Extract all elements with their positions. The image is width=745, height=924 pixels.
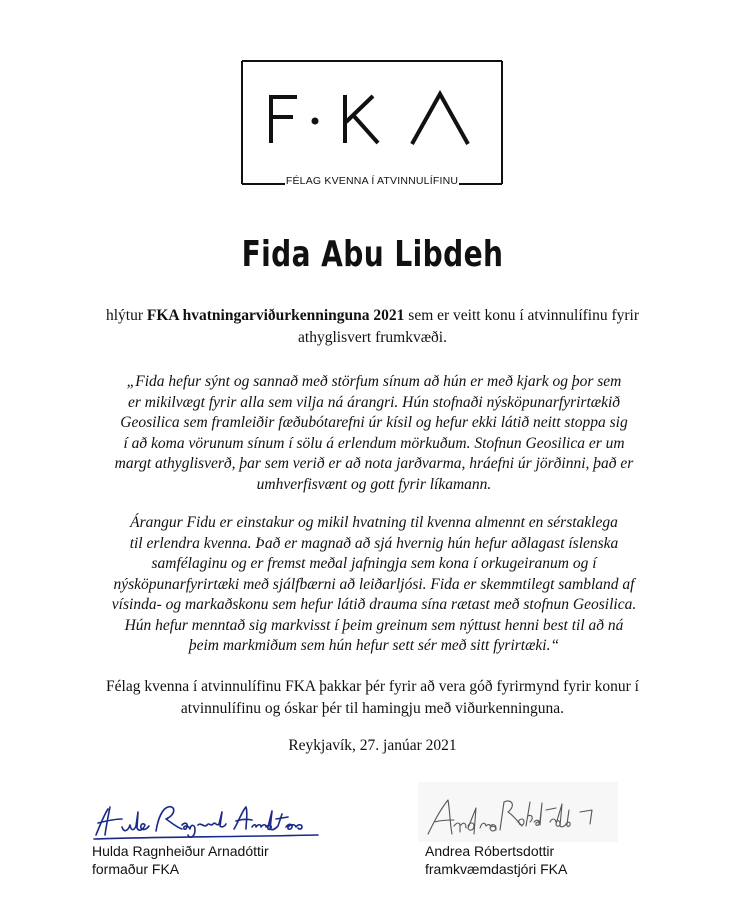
signer-name: Andrea Róbertsdottir <box>425 843 555 859</box>
quote-line: vísinda- og markaðskonu sem hefur látið drauma sína rætast með stofnun Geosilica. <box>111 596 637 613</box>
logo-letter-k <box>345 95 378 143</box>
signer-role: framkvæmdastjóri FKA <box>425 861 568 877</box>
signature-andrea <box>418 782 618 842</box>
logo-subtitle: FÉLAG KVENNA Í ATVINNULÍFINU <box>285 175 459 187</box>
quote-line: Geosilica sem framleiðir fæðubótarefni úr kísil og hefur ekki látið neitt stoppa sig <box>120 414 628 431</box>
recipient-name: Fida Abu Libdeh <box>241 234 504 275</box>
quote-line: í að koma vörunum sínum í sölu á erlendum mörkuðum. Stofnun Geosilica er um <box>123 434 625 452</box>
closing-line: Félag kvenna í atvinnulífinu FKA þakkar þér fyrir að vera góð fyrirmynd fyrir konur í <box>106 678 639 695</box>
closing-line: atvinnulífinu og óskar þér til hamingju með viðurkenninguna. <box>180 700 565 717</box>
signer-andrea <box>425 842 567 878</box>
quote-line: nýsköpunarfyrirtæki með sjálfbærni að leiðarljósi. Fida er skemmtilegt sambland af <box>113 575 635 593</box>
signer-role: formaður FKA <box>92 861 180 877</box>
award-intro <box>100 305 645 349</box>
quote-line: margt athyglisverð, þar sem verið er að nota jarðvarma, hráefni úr jörðinni, það er <box>114 455 634 472</box>
fka-logo <box>241 60 503 186</box>
quote-paragraph-2 <box>96 513 652 657</box>
signer-name: Hulda Ragnheiður Arnadóttir <box>92 843 269 859</box>
closing-paragraph <box>80 676 665 720</box>
quote-line: umhverfisvænt og gott fyrir líkamann. <box>256 475 492 493</box>
quote-line: þeim markmiðum sem hún hefur sett sér með sitt fyrirtæki.“ <box>188 637 560 654</box>
intro-prefix: hlýtur <box>105 307 147 324</box>
logo-frame <box>241 60 503 186</box>
logo-letter-a <box>412 94 468 144</box>
signer-hulda <box>92 842 269 878</box>
signature-drawing-right <box>418 782 618 842</box>
signature-hulda <box>86 797 336 842</box>
award-title: FKA hvatningarviðurkenninguna 2021 <box>146 307 405 324</box>
intro-suffix: sem er veitt konu í atvinnulífinu fyrir athyglisvert frumkvæði. <box>298 307 640 346</box>
quote-line: Árangur Fidu er einstakur og mikil hvatning til kvenna almennt en sérstaklega <box>130 514 618 531</box>
signature-drawing-left <box>86 797 336 842</box>
logo-letter-f <box>269 95 297 143</box>
quote-line: Hún hefur menntað sig markvisst í þeim greinum sem nýttust henni best til að ná <box>124 616 624 634</box>
date-line: Reykjavík, 27. janúar 2021 <box>288 737 457 754</box>
quote-line: til erlendra kvenna. Það er magnað að sjá hvernig hún hefur aðlagast íslenska <box>129 534 619 552</box>
quote-line: samfélaginu og er fremst meðal jafningja sem kona í orkugeiranum og í <box>151 555 597 572</box>
logo-dot <box>312 118 319 125</box>
quote-paragraph-1 <box>96 372 652 495</box>
quote-line: er mikilvægt fyrir alla sem vilja ná árangri. Hún stofnaði nýsköpunarfyrirtækið <box>127 393 621 411</box>
quote-line: „Fida hefur sýnt og sannað með störfum sínum að hún er með kjark og þor sem <box>126 373 622 390</box>
